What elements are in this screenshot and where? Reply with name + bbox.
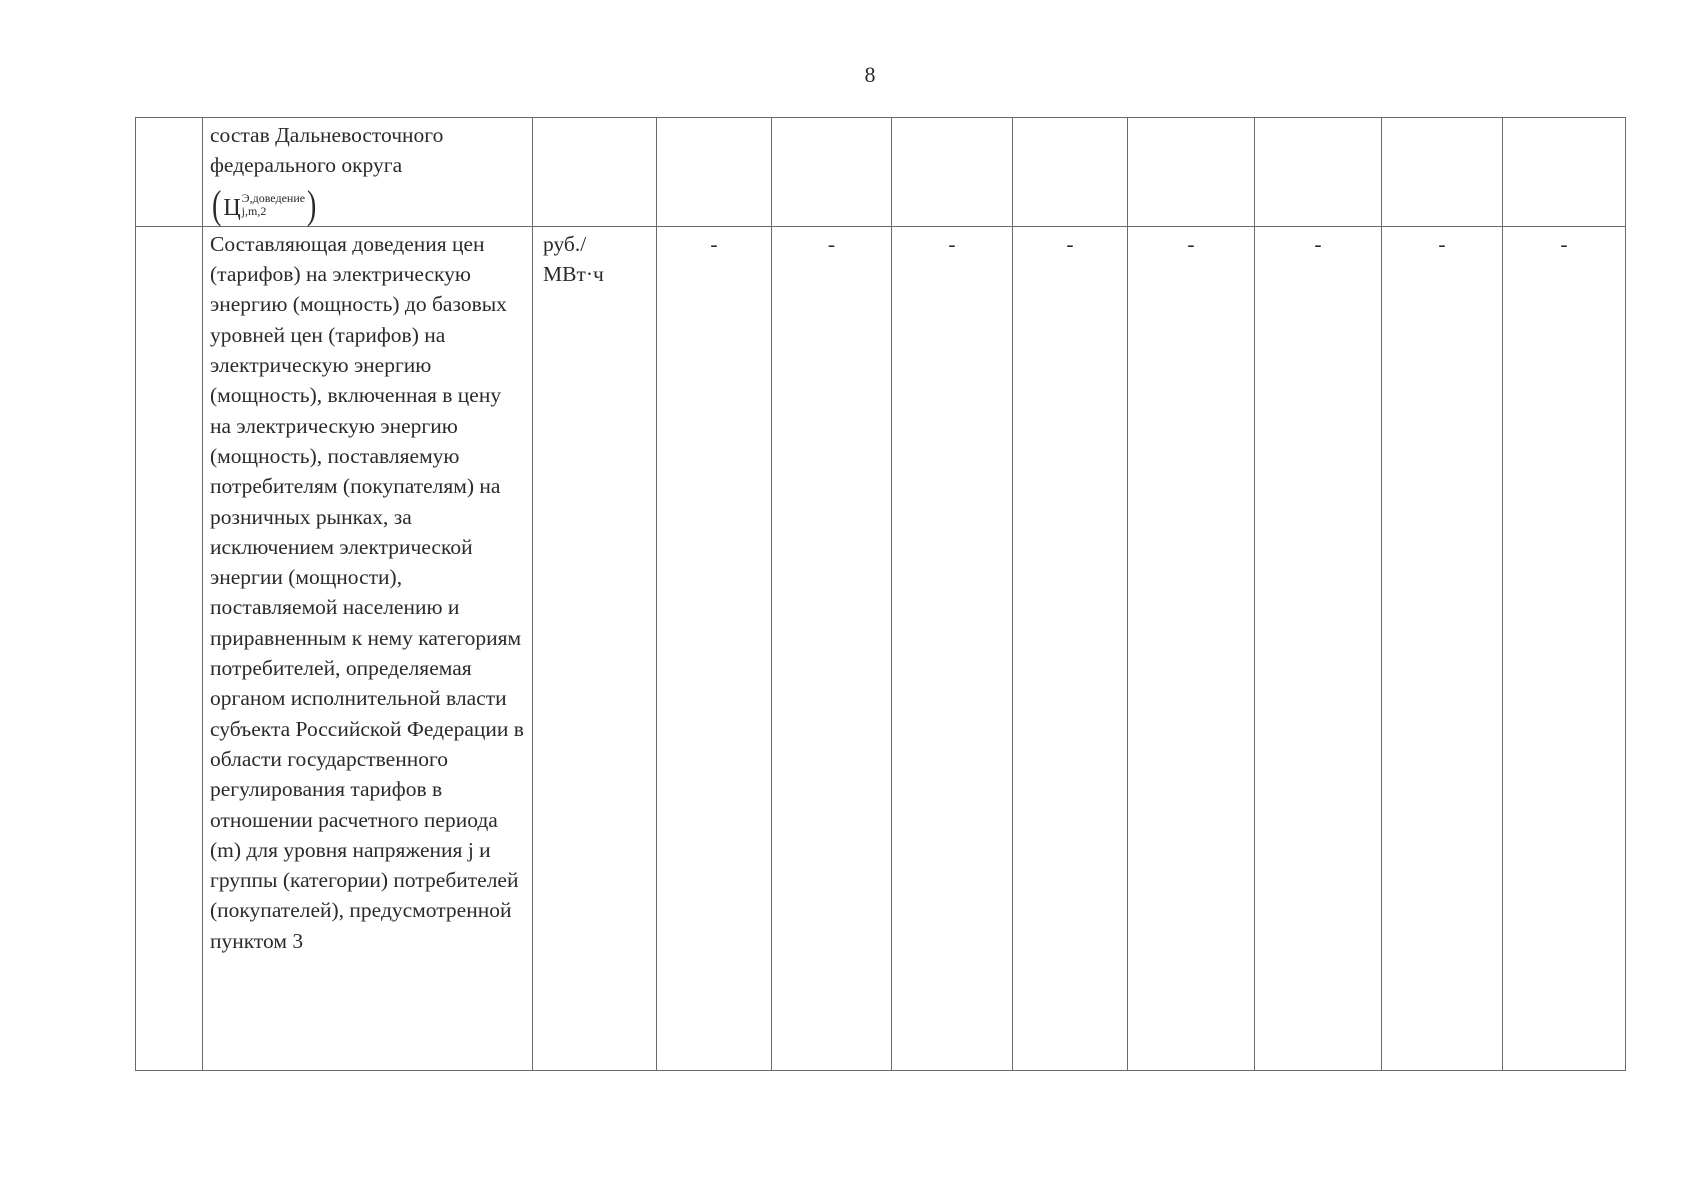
formula-symbol: Ц (223, 194, 241, 221)
description-text: Составляющая доведения цен (тарифов) на электрическую энергию (мощность) до базовых уровней цен (тарифов) на электрическую энергию (мощность), включенная в цену на электрическую энергию (мощность), поставляемую потребителям (покупателям) на розничных рынках, за исключением электрической энергии (мощности), поставляемой населению и приравненным к нему категориям потребителей, определяемая органом исполнительной власти субъекта Российской Федерации в области государственного регулирования тарифов в отношении расчетного периода (m) для уровня напряжения j и группы (категории) потребителей (покупателей), предусмотренной пунктом 3 (210, 231, 524, 953)
value-dash: - (827, 231, 836, 256)
value-dash: - (1066, 231, 1074, 256)
value-cell (657, 226, 772, 1070)
value-cell (1503, 118, 1626, 227)
data-table (135, 117, 1626, 1071)
formula-superscript: Э,доведение (241, 190, 306, 205)
index-cell (136, 118, 203, 227)
value-dash: - (710, 231, 718, 256)
description-text: состав Дальневосточного федерального округа (210, 123, 444, 178)
value-cell (1503, 226, 1626, 1070)
value-dash: - (1560, 231, 1568, 256)
value-dash: - (1187, 231, 1195, 256)
value-cell (772, 118, 892, 227)
value-cell (657, 118, 772, 227)
value-cell (1013, 118, 1128, 227)
value-cell (1255, 226, 1382, 1070)
table-row (136, 226, 1626, 1070)
value-dash: - (1438, 231, 1446, 256)
value-cell (1128, 226, 1255, 1070)
table-row (136, 118, 1626, 227)
value-cell (772, 226, 892, 1070)
value-cell (1382, 226, 1503, 1070)
description-cell (203, 226, 533, 1070)
value-cell (1255, 118, 1382, 227)
page-number: 8 (864, 62, 876, 87)
unit-text: руб./ МВт·ч (543, 231, 604, 287)
index-cell (136, 226, 203, 1070)
value-cell (1382, 118, 1503, 227)
formula: ( Ц Э,доведение j,m,2 ) (211, 181, 317, 227)
formula-subscript: j,m,2 (241, 203, 267, 218)
value-cell (1013, 226, 1128, 1070)
value-cell (1128, 118, 1255, 227)
value-dash: - (1314, 231, 1322, 256)
description-cell (203, 118, 533, 227)
unit-cell (533, 226, 657, 1070)
value-cell (892, 226, 1013, 1070)
unit-cell (533, 118, 657, 227)
value-cell (892, 118, 1013, 227)
value-dash: - (948, 231, 956, 256)
